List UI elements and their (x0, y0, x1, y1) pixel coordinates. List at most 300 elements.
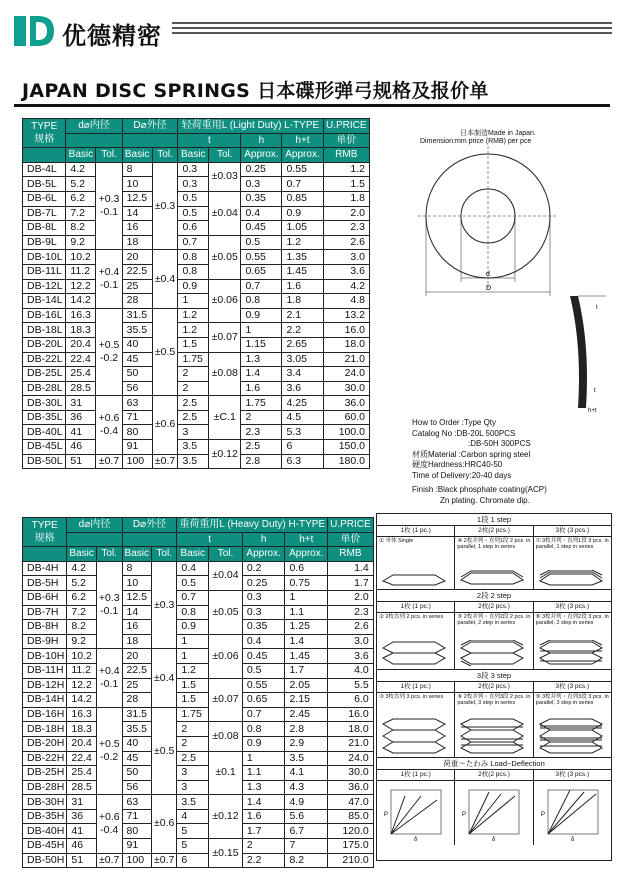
ht-approx: 5.6 (285, 809, 328, 824)
d-tol: +0.6 -0.4 (96, 396, 122, 454)
table-row (23, 381, 370, 396)
D-basic: 16 (122, 221, 152, 236)
note-dimension: Dimension:mm price (RMB) per pce (420, 138, 532, 145)
h-approx: 0.35 (241, 191, 282, 206)
price-cell: 3.0 (323, 250, 369, 265)
table-row (23, 396, 370, 411)
col-inner-dia: d⌀内径 (66, 119, 122, 134)
type-cell: DB-10L (23, 250, 66, 265)
t-tol: ±0.05 (209, 235, 241, 279)
d-tol: +0.4 -0.1 (96, 250, 122, 308)
ht-approx: 2.2 (282, 323, 323, 338)
d-basic: 36 (66, 410, 96, 425)
type-cell: DB-18L (23, 323, 66, 338)
col-2pcs: 2枚(2 pcs.) (455, 682, 533, 692)
arr-8: ⑧ 3枚并列・直列2段 3 pcs. in parallel, 2 step in series (535, 614, 609, 626)
type-cell: DB-8H (23, 620, 67, 635)
d-basic: 12.2 (66, 279, 96, 294)
col-outer-dia: D⌀外径 (122, 119, 178, 134)
d-basic: 28.5 (66, 381, 96, 396)
price-cell: 1.2 (323, 162, 369, 177)
D-basic: 22.5 (122, 663, 151, 678)
ht-approx: 1.4 (285, 634, 328, 649)
ht-approx: 8.2 (285, 853, 328, 868)
ht-approx: 1.05 (282, 221, 323, 236)
type-cell: DB-25L (23, 367, 66, 382)
ht-approx: 0.6 (285, 561, 328, 576)
col-3pcs: 3枚 (3 pcs.) (555, 771, 590, 778)
table-row (23, 162, 370, 177)
t-basic: 0.7 (177, 590, 209, 605)
sub-ht: h+t (285, 532, 328, 547)
t-basic: 0.5 (178, 206, 209, 221)
d-basic: 5.2 (67, 576, 96, 591)
table-row (23, 809, 374, 824)
h-approx: 1.3 (242, 780, 285, 795)
arr-6: ⑥ 2枚并列・直列3段 2 pcs. in parallel, 3 step in series (457, 694, 531, 706)
h-approx: 0.8 (241, 294, 282, 309)
type-cell: DB-50L (23, 454, 66, 469)
t-basic: 2 (177, 722, 209, 737)
h-approx: 0.7 (242, 707, 285, 722)
svg-text:δ: δ (414, 837, 418, 842)
type-cell: DB-4H (23, 561, 67, 576)
sub-d (67, 532, 122, 547)
d-basic: 11.2 (67, 663, 96, 678)
table-row (23, 235, 370, 250)
price-cell: 85.0 (328, 809, 374, 824)
type-cell: DB-14L (23, 294, 66, 309)
t-basic: 3.5 (177, 795, 209, 810)
stack-icon (538, 570, 604, 586)
type-cell: DB-18H (23, 722, 67, 737)
col-3pcs: 3枚 (3 pcs.) (555, 603, 590, 610)
type-cell: DB-28H (23, 780, 67, 795)
stack-icon (459, 570, 525, 586)
title-rule (14, 104, 610, 107)
price-cell: 36.0 (328, 780, 374, 795)
t-basic: 2 (177, 736, 209, 751)
price-cell: 13.2 (323, 308, 369, 323)
price-cell: 16.0 (328, 707, 374, 722)
ht-approx: 4.9 (285, 795, 328, 810)
t-basic: 4 (177, 809, 209, 824)
price-cell: 30.0 (328, 766, 374, 781)
d-basic: 8.2 (67, 620, 96, 635)
D-basic: 31.5 (122, 308, 152, 323)
hdr-approx: Approx. (285, 547, 328, 562)
table-row (23, 824, 374, 839)
D-basic: 12.5 (122, 191, 152, 206)
h-approx: 2 (241, 410, 282, 425)
t-basic: 0.8 (178, 264, 209, 279)
t-basic: 0.5 (177, 576, 209, 591)
table-row (23, 722, 374, 737)
d-basic: 36 (67, 809, 96, 824)
D-basic: 63 (122, 795, 151, 810)
price-cell: 24.0 (328, 751, 374, 766)
table-row (23, 780, 374, 795)
d-basic: 18.3 (67, 722, 96, 737)
brand-logo (14, 14, 56, 48)
d-basic: 16.3 (67, 707, 96, 722)
d-tol: ±0.7 (96, 853, 122, 868)
ht-approx: 1.35 (282, 250, 323, 265)
type-cell: DB-35H (23, 809, 67, 824)
t-basic: 0.8 (177, 605, 209, 620)
D-basic: 31.5 (122, 707, 151, 722)
load-curve-3 (538, 786, 604, 842)
type-cell: DB-22H (23, 751, 67, 766)
D-basic: 20 (122, 250, 152, 265)
t-basic: 1.75 (178, 352, 209, 367)
d-basic: 11.2 (66, 264, 96, 279)
col-2pcs: 2枚(2 pcs.) (455, 526, 533, 536)
stack-icon (538, 718, 604, 754)
disc-spring-diagram (410, 130, 610, 421)
stack-icon (381, 640, 447, 666)
table-row (23, 634, 374, 649)
h-approx: 0.45 (241, 221, 282, 236)
h-approx: 2.3 (241, 425, 282, 440)
t-tol: ±0.08 (209, 352, 241, 396)
type-cell: DB-8L (23, 221, 66, 236)
hdr-tol: Tol. (96, 148, 122, 163)
type-cell: DB-9H (23, 634, 67, 649)
label-ht: h+t (588, 408, 597, 414)
d-basic: 31 (66, 396, 96, 411)
d-basic: 4.2 (66, 162, 96, 177)
ht-approx: 4.25 (282, 396, 323, 411)
d-basic: 51 (66, 454, 96, 469)
table-row (23, 736, 374, 751)
ht-approx: 0.7 (282, 177, 323, 192)
ht-approx: 3.5 (285, 751, 328, 766)
ht-approx: 0.75 (285, 576, 328, 591)
t-basic: 3.5 (178, 440, 209, 455)
D-tol: ±0.3 (152, 162, 178, 250)
h-approx: 0.35 (242, 620, 285, 635)
table-row (23, 561, 374, 576)
table-row (23, 367, 370, 382)
price-cell: 100.0 (323, 425, 369, 440)
hdr-approx: Approx. (282, 148, 323, 163)
col-type: TYPE 规格 (23, 119, 66, 148)
t-basic: 3 (177, 780, 209, 795)
D-basic: 28 (122, 294, 152, 309)
price-cell: 4.8 (323, 294, 369, 309)
order-line-2: Catalog No :DB-20L 500PCS (412, 428, 516, 438)
col-duty: 轻荷重用L (Light Duty) L-TYPE (178, 119, 323, 134)
price-cell: 24.0 (323, 367, 369, 382)
t-tol: ±0.07 (209, 678, 243, 722)
col-2pcs: 2枚(2 pcs.) (455, 770, 533, 780)
price-cell: 1.8 (323, 191, 369, 206)
type-cell: DB-12L (23, 279, 66, 294)
price-cell: 1.7 (328, 576, 374, 591)
d-tol: +0.3 -0.1 (96, 561, 122, 649)
price-cell: 2.3 (323, 221, 369, 236)
ht-approx: 6.7 (285, 824, 328, 839)
sub-D (122, 133, 178, 148)
step1-header: 1段 1 step (377, 514, 611, 526)
h-approx: 0.5 (242, 663, 285, 678)
svg-text:δ: δ (492, 837, 496, 842)
h-approx: 2.8 (241, 454, 282, 469)
D-basic: 28 (122, 693, 151, 708)
table-row (23, 590, 374, 605)
D-basic: 12.5 (122, 590, 151, 605)
d-tol: +0.4 -0.1 (96, 649, 122, 707)
h-approx: 0.25 (242, 576, 285, 591)
h-approx: 2 (242, 839, 285, 854)
d-basic: 51 (67, 853, 96, 868)
sub-price-cn: 单价 (323, 133, 369, 148)
h-approx: 1.6 (241, 381, 282, 396)
label-d: d (486, 271, 490, 278)
h-approx: 0.65 (241, 264, 282, 279)
table-row (23, 352, 370, 367)
ht-approx: 0.9 (282, 206, 323, 221)
table-row (23, 678, 374, 693)
d-basic: 46 (66, 440, 96, 455)
type-cell: DB-22L (23, 352, 66, 367)
type-cell: DB-50H (23, 853, 67, 868)
ht-approx: 2.15 (285, 693, 328, 708)
t-tol: ±0.15 (209, 839, 243, 868)
ht-approx: 3.6 (282, 381, 323, 396)
ht-approx: 6.3 (282, 454, 323, 469)
table-row (23, 191, 370, 206)
D-basic: 56 (122, 780, 151, 795)
d-basic: 10.2 (66, 250, 96, 265)
D-basic: 20 (122, 649, 151, 664)
col-outer-dia: D⌀外径 (122, 518, 177, 533)
d-tol: +0.5 -0.2 (96, 707, 122, 795)
t-basic: 0.4 (177, 561, 209, 576)
D-tol: ±0.5 (152, 707, 177, 795)
step2-header: 2段 2 step (377, 590, 611, 602)
t-tol: ±0.04 (209, 561, 243, 590)
d-basic: 20.4 (67, 736, 96, 751)
price-cell: 6.0 (328, 693, 374, 708)
d-tol: +0.3 -0.1 (96, 162, 122, 250)
D-basic: 14 (122, 605, 151, 620)
d-basic: 12.2 (67, 678, 96, 693)
hdr-rmb: RMB (328, 547, 374, 562)
h-approx: 2.5 (241, 440, 282, 455)
table-row (23, 264, 370, 279)
type-cell: DB-25H (23, 766, 67, 781)
sub-d (66, 133, 122, 148)
h-approx: 0.3 (242, 605, 285, 620)
col-1pc: 1枚 (1 pc.) (377, 526, 455, 536)
order-line-6: Time of Delivery:20-40 days (412, 470, 512, 480)
t-basic: 2.5 (178, 396, 209, 411)
d-basic: 14.2 (67, 693, 96, 708)
h-approx: 0.55 (242, 678, 285, 693)
ht-approx: 1.6 (282, 279, 323, 294)
t-tol: ±0.06 (209, 279, 241, 323)
svg-text:P: P (462, 812, 467, 818)
t-basic: 0.5 (178, 191, 209, 206)
hdr-basic: Basic (178, 148, 209, 163)
table-row (23, 605, 374, 620)
order-line-5: 硬度Hardness:HRC40-50 (412, 460, 503, 469)
price-cell: 2.0 (323, 206, 369, 221)
t-basic: 1.75 (177, 707, 209, 722)
type-cell: DB-7H (23, 605, 67, 620)
price-cell: 21.0 (323, 352, 369, 367)
h-approx: 0.55 (241, 250, 282, 265)
hdr-tol: Tol. (152, 148, 178, 163)
d-basic: 16.3 (66, 308, 96, 323)
stack-icon (381, 572, 447, 586)
D-basic: 14 (122, 206, 152, 221)
type-cell: DB-16H (23, 707, 67, 722)
d-basic: 20.4 (66, 337, 96, 352)
D-basic: 35.5 (122, 722, 151, 737)
col-inner-dia: d⌀内径 (67, 518, 122, 533)
h-approx: 0.8 (242, 722, 285, 737)
type-cell: DB-6H (23, 590, 67, 605)
type-cell: DB-11H (23, 663, 67, 678)
order-line-7: Finish :Black phosphate coating(ACP) (412, 485, 547, 494)
hdr-approx: Approx. (242, 547, 285, 562)
table-row (23, 576, 374, 591)
d-tol: ±0.7 (96, 454, 122, 469)
type-cell: DB-4L (23, 162, 66, 177)
d-basic: 31 (67, 795, 96, 810)
t-basic: 0.6 (178, 221, 209, 236)
t-basic: 1 (177, 634, 209, 649)
sub-D (122, 532, 177, 547)
d-tol: +0.6 -0.4 (96, 795, 122, 853)
type-cell: DB-14H (23, 693, 67, 708)
table-row (23, 337, 370, 352)
t-basic: 2.5 (178, 410, 209, 425)
label-t: t (594, 388, 596, 394)
d-basic: 22.4 (66, 352, 96, 367)
D-basic: 45 (122, 352, 152, 367)
D-tol: ±0.4 (152, 649, 177, 707)
arr-2: ② 2枚直列 2 pcs. in series (379, 614, 444, 620)
table-row (23, 751, 374, 766)
col-1pc: 1枚 (1 pc.) (377, 602, 455, 612)
t-basic: 6 (177, 853, 209, 868)
h-approx: 1.75 (241, 396, 282, 411)
d-basic: 14.2 (66, 294, 96, 309)
table-row (23, 294, 370, 309)
t-tol: ±0.06 (209, 634, 243, 678)
t-basic: 0.7 (178, 235, 209, 250)
h-approx: 1.4 (241, 367, 282, 382)
t-basic: 1.5 (177, 693, 209, 708)
header-lines (172, 22, 612, 42)
t-basic: 3.5 (178, 454, 209, 469)
table-row (23, 250, 370, 265)
type-cell: DB-11L (23, 264, 66, 279)
ht-approx: 1.8 (282, 294, 323, 309)
type-cell: DB-20H (23, 736, 67, 751)
price-cell: 1.5 (323, 177, 369, 192)
col-price: U.PRICE (323, 119, 369, 134)
D-basic: 50 (122, 766, 151, 781)
ht-approx: 2.1 (282, 308, 323, 323)
hdr-tol: Tol. (152, 547, 177, 562)
t-basic: 2.5 (177, 751, 209, 766)
D-basic: 80 (122, 824, 151, 839)
type-cell: DB-20L (23, 337, 66, 352)
t-basic: 1 (178, 294, 209, 309)
t-basic: 0.3 (178, 177, 209, 192)
t-tol: ±0.12 (209, 795, 243, 839)
t-tol: ±0.04 (209, 191, 241, 235)
h-approx: 1.4 (242, 795, 285, 810)
table-row (23, 440, 370, 455)
ht-approx: 0.85 (282, 191, 323, 206)
sub-h: h (241, 133, 282, 148)
d-basic: 8.2 (66, 221, 96, 236)
t-basic: 1.5 (177, 678, 209, 693)
price-cell: 2.0 (328, 590, 374, 605)
page-title: JAPAN DISC SPRINGS 日本碟形弹弓规格及报价单 (22, 80, 489, 102)
hdr-tol: Tol. (96, 547, 122, 562)
step3-header: 3段 3 step (377, 670, 611, 682)
order-line-4: 材质Material :Carbon spring steel (412, 449, 531, 459)
t-basic: 1.2 (178, 323, 209, 338)
price-cell: 3.6 (328, 649, 374, 664)
table-row (23, 649, 374, 664)
svg-text:P: P (384, 812, 389, 818)
type-cell: DB-28L (23, 381, 66, 396)
arr-9: ⑨ 3枚并列・直列3段 3 pcs. in parallel, 3 step in series (535, 694, 609, 706)
table-row (23, 206, 370, 221)
d-basic: 28.5 (67, 780, 96, 795)
t-basic: 1.5 (178, 337, 209, 352)
table-row (23, 766, 374, 781)
d-basic: 25.4 (66, 367, 96, 382)
price-cell: 2.6 (328, 620, 374, 635)
price-cell: 47.0 (328, 795, 374, 810)
label-D: D (486, 285, 492, 292)
h-approx: 0.4 (242, 634, 285, 649)
price-cell: 5.5 (328, 678, 374, 693)
D-tol: ±0.6 (152, 396, 178, 454)
price-cell: 21.0 (328, 736, 374, 751)
t-basic: 2 (178, 367, 209, 382)
t-tol: ±0.1 (209, 751, 243, 795)
D-tol: ±0.7 (152, 454, 178, 469)
hdr-rmb: RMB (323, 148, 369, 163)
h-approx: 0.9 (242, 736, 285, 751)
hdr-basic: Basic (177, 547, 209, 562)
arr-4: ④ 2枚并列・直列1段 2 pcs. in parallel, 1 step in series (457, 538, 531, 550)
type-cell: DB-35L (23, 410, 66, 425)
type-cell: DB-30H (23, 795, 67, 810)
price-cell: 18.0 (323, 337, 369, 352)
type-cell: DB-40H (23, 824, 67, 839)
price-cell: 180.0 (323, 454, 369, 469)
svg-text:δ: δ (570, 837, 574, 842)
D-basic: 16 (122, 620, 151, 635)
d-basic: 9.2 (67, 634, 96, 649)
d-basic: 41 (66, 425, 96, 440)
col-3pcs: 3枚 (3 pcs.) (555, 683, 590, 690)
t-tol: ±0.05 (209, 590, 243, 634)
type-cell: DB-45L (23, 440, 66, 455)
hdr-tol: Tol. (209, 148, 241, 163)
